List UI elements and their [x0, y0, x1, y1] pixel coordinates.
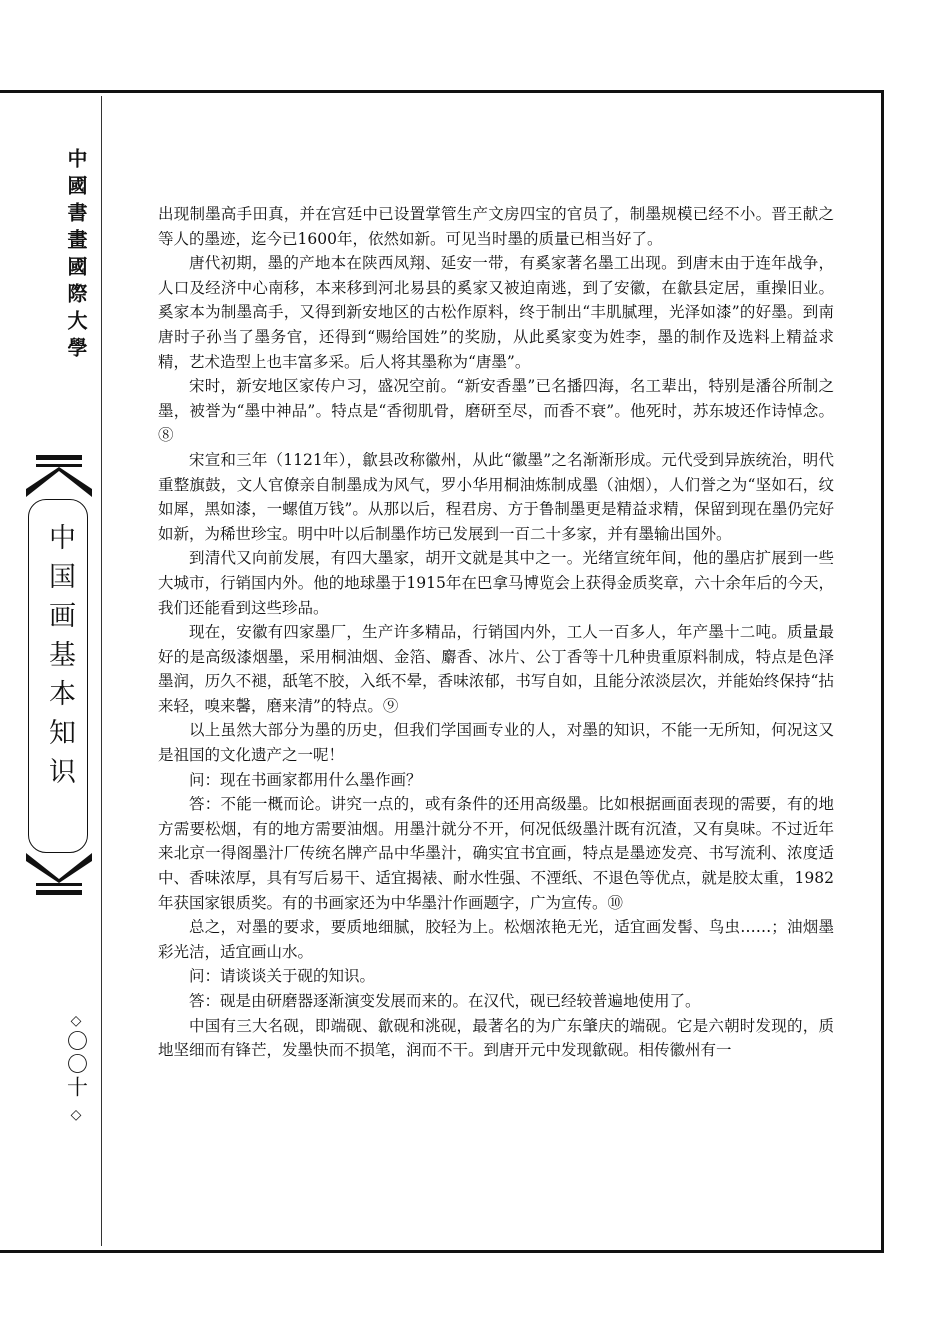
- sidebar-divider: [101, 96, 102, 1246]
- frame-right-border: [881, 90, 884, 1253]
- title-bar-bottom-2: [36, 890, 82, 895]
- diamond-ornament-bottom: ◇: [70, 1107, 82, 1123]
- title-bar-top-1: [36, 455, 82, 460]
- title-bottom-ornament: [24, 853, 94, 883]
- page-number: 〇〇十: [64, 1030, 89, 1099]
- paragraph: 出现制墨高手田真，并在宫廷中已设置掌管生产文房四宝的官员了，制墨规模已经不小。晋王献之等人的墨迹，迄今已1600年，依然如新。可见当时墨的质量已相当好了。: [158, 205, 834, 248]
- title-top-ornament: [24, 467, 94, 497]
- paragraph: 唐代初期，墨的产地本在陕西凤翔、延安一带，有奚家著名墨工出现。到唐末由于连年战争，人口及经济中心南移，本来移到河北易县的奚家又被迫南逃，到了安徽，在歙县定居，重操旧业。奚家本为制墨高手，又得到新安地区的古松作原料，终于制出“丰肌腻理，光泽如漆”的好墨。到南唐时子孙当了墨务官，还得到“赐给国姓”的奖励，从此奚家变为姓李，墨的制作及选料上精益求精，艺术造型上也丰富多采。后人将其墨称为“唐墨”。: [158, 254, 834, 371]
- paragraph: 宋时，新安地区家传户习，盛况空前。“新安香墨”已名播四海，名工辈出，特别是潘谷所制之墨，被誉为“墨中神品”。特点是“香彻肌骨，磨研至尽，而香不衰”。他死时，苏东坡还作诗悼念。⑧: [158, 377, 834, 445]
- question: 问：现在书画家都用什么墨作画？: [189, 770, 422, 789]
- title-bar-bottom-1: [36, 883, 82, 886]
- question: 问：请谈谈关于砚的知识。: [189, 967, 376, 986]
- book-title: 中国画基本知识: [44, 523, 75, 796]
- paragraph: 总之，对墨的要求，要质地细腻，胶轻为上。松烟浓艳无光，适宜画发髻、鸟虫……；油烟墨彩光洁，适宜画山水。: [158, 918, 834, 961]
- paragraph: 现在，安徽有四家墨厂，生产许多精品，行销国内外，工人一百多人，年产墨十二吨。质量最好的是高级漆烟墨，采用桐油烟、金箔、麝香、冰片、公丁香等十几种贵重原料制成，特点是色泽墨润，历久不褪，舐笔不胶，入纸不晕，香味浓郁，书写自如，且能分浓淡层次，并能始终保持“拈来轻，嗅来馨，磨来清”的特点。⑨: [158, 623, 834, 715]
- paragraph: 以上虽然大部分为墨的历史，但我们学国画专业的人，对墨的知识，不能一无所知，何况这又是祖国的文化遗产之一呢！: [158, 721, 834, 765]
- paragraph: 中国有三大名砚，即端砚、歙砚和洮砚，最著名的为广东肇庆的端砚。它是六朝时发现的，质地坚细而有锋芒，发墨快而不损笔，润而不干。到唐开元中发现歙砚。相传徽州有一: [158, 1016, 834, 1060]
- book-title-block: [24, 455, 90, 895]
- page-number-block: [58, 1012, 94, 1122]
- frame-bottom-border: [0, 1250, 884, 1253]
- paragraph: 到清代又向前发展，有四大墨家，胡开文就是其中之一。光绪宣统年间，他的墨店扩展到一些大城市，行销国内外。他的地球墨于1915年在巴拿马博览会上获得金质奖章，六十余年后的今天，我们还能看到这些珍品。: [158, 549, 834, 617]
- frame-top-border: [0, 90, 884, 93]
- paragraph: 宋宣和三年（1121年），歙县改称徽州，从此“徽墨”之名渐渐形成。元代受到异族统治，明代重整旗鼓，文人官僚亲自制墨成为风气，罗小华用桐油炼制成墨（油烟），人们誉之为“坚如石，纹如犀，黑如漆，一螺值万钱”。从那以后，程君房、方于鲁制墨更是精益求精，保留到现在墨仍完好如新，为稀世珍宝。明中叶以后制墨作坊已发展到一百二十多家，并有墨输出国外。: [158, 450, 834, 543]
- body-text: [158, 202, 834, 1063]
- series-title: 中國書畫國際大學: [64, 148, 88, 364]
- diamond-ornament-top: ◇: [70, 1013, 82, 1029]
- answer: 答：砚是由研磨器逐渐演变发展而来的。在汉代，砚已经较普遍地使用了。: [189, 992, 701, 1010]
- answer: 答：不能一概而论。讲究一点的，或有条件的还用高级墨。比如根据画面表现的需要，有的地方需要松烟，有的地方需要油烟。用墨汁就分不开，何况低级墨汁既有沉渣，又有臭味。不过近年来北京一得阁墨汁厂传统名牌产品中华墨汁，确实宜书宜画，特点是墨迹发亮、书写流利、浓度适中、香味浓厚，具有写后易干、适宜揭裱、耐水性强、不湮纸、不退色等优点，就是胶太重，1982年获国家银质奖。有的书画家还为中华墨汁作画题字，广为宣传。⑩: [158, 795, 834, 912]
